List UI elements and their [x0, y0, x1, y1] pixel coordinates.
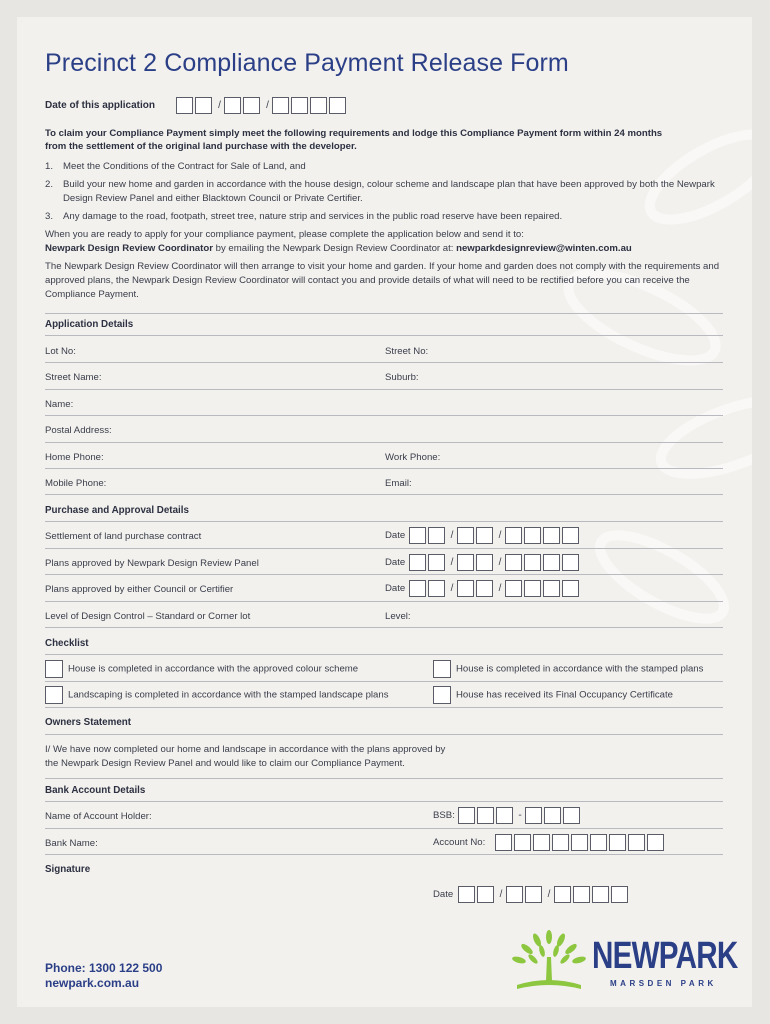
divider [45, 362, 723, 363]
year-digit[interactable] [562, 527, 579, 544]
account-holder-field[interactable]: Name of Account Holder: [45, 811, 152, 822]
account-digit[interactable] [647, 834, 664, 851]
checklist-heading: Checklist [45, 638, 89, 649]
settlement-label: Settlement of land purchase contract [45, 531, 202, 542]
account-digit[interactable] [533, 834, 550, 851]
bsb-digit[interactable] [544, 807, 561, 824]
year-digit[interactable] [505, 554, 522, 571]
year-digit-2[interactable] [291, 97, 308, 114]
requirement-item [45, 160, 725, 174]
divider [45, 335, 723, 336]
date-separator: / [498, 530, 502, 542]
requirement-number: 2. [45, 179, 54, 190]
day-digit[interactable] [409, 580, 426, 597]
suburb-field[interactable]: Suburb: [385, 372, 419, 383]
application-details-heading: Application Details [45, 319, 134, 330]
date-separator: / [266, 100, 269, 112]
month-digit[interactable] [457, 554, 474, 571]
footer-website-link[interactable]: newpark.com.au [45, 976, 140, 990]
year-digit[interactable] [524, 580, 541, 597]
divider [45, 313, 723, 314]
requirement-text: Meet the Conditions of the Contract for Sale of Land, and [63, 161, 306, 172]
colour-scheme-checkbox[interactable] [45, 660, 63, 678]
account-digit[interactable] [552, 834, 569, 851]
postal-address-field[interactable]: Postal Address: [45, 425, 112, 436]
settlement-date-row [385, 527, 581, 545]
year-digit[interactable] [543, 580, 560, 597]
requirement-number: 1. [45, 161, 54, 172]
divider [45, 468, 723, 469]
requirement-item [45, 178, 725, 206]
plans-panel-date-row [385, 554, 581, 572]
requirement-item [45, 210, 725, 224]
bank-name-field[interactable]: Bank Name: [45, 838, 98, 849]
mobile-phone-field[interactable]: Mobile Phone: [45, 478, 107, 489]
occupancy-certificate-checkbox[interactable] [433, 686, 451, 704]
divider [45, 707, 723, 708]
lot-no-field[interactable]: Lot No: [45, 346, 76, 357]
divider [45, 681, 723, 682]
signature-date-row [433, 886, 630, 904]
requirement-number: 3. [45, 211, 54, 222]
date-separator: / [450, 530, 454, 542]
date-separator: / [450, 583, 454, 595]
date-separator: / [547, 889, 551, 901]
plans-council-label: Plans approved by either Council or Certifier [45, 584, 234, 595]
divider [45, 778, 723, 779]
month-digit[interactable] [506, 886, 523, 903]
date-separator: / [499, 889, 503, 901]
plans-panel-label: Plans approved by Newpark Design Review Panel [45, 558, 259, 569]
bsb-digit[interactable] [525, 807, 542, 824]
divider [45, 601, 723, 602]
submission-instructions [45, 228, 725, 256]
month-digit[interactable] [476, 554, 493, 571]
when-ready-text: When you are ready to apply for your compliance payment, please complete the application below and send it to: [45, 229, 524, 240]
bsb-row [433, 807, 582, 825]
month-digit[interactable] [457, 527, 474, 544]
year-digit[interactable] [524, 554, 541, 571]
date-separator: / [450, 557, 454, 569]
year-digit[interactable] [554, 886, 571, 903]
intro-text: To claim your Compliance Payment simply meet the following requirements and lodge this Compliance Payment form within 24 months from the settlement of the original land purchase with the developer. [45, 128, 663, 152]
year-digit[interactable] [543, 554, 560, 571]
level-field[interactable]: Level: [385, 611, 411, 622]
requirement-text: Any damage to the road, footpath, street tree, nature strip and services in the public road reserve have been repaired. [63, 211, 563, 222]
coordinator-paragraph: The Newpark Design Review Coordinator will then arrange to visit your home and garden. If your home and garden does not comply with the requirements and approved plans, the Newpark Design Review Coordinator will contact you and provide details of what will need to be rectified before you can receive the Compliance Payment. [45, 261, 720, 300]
account-digit[interactable] [571, 834, 588, 851]
purchase-approval-heading: Purchase and Approval Details [45, 505, 189, 516]
month-digit-1[interactable] [224, 97, 241, 114]
coordinator-line [45, 242, 725, 256]
application-date-label: Date of this application [45, 100, 156, 112]
bsb-digit[interactable] [477, 807, 494, 824]
year-digit[interactable] [573, 886, 590, 903]
street-no-field[interactable]: Street No: [385, 346, 429, 357]
year-digit[interactable] [562, 580, 579, 597]
plans-council-date-row [385, 580, 581, 598]
date-label: Date [385, 556, 406, 568]
marsden-park-text: MARSDEN PARK [610, 979, 717, 988]
owners-statement-text [45, 743, 445, 771]
page-title: Precinct 2 Compliance Payment Release Form [45, 49, 569, 77]
footer-phone: Phone: 1300 122 500 [45, 961, 163, 975]
owners-statement-heading: Owners Statement [45, 717, 132, 728]
date-label: Date [385, 582, 406, 594]
month-digit[interactable] [476, 527, 493, 544]
home-phone-field[interactable]: Home Phone: [45, 452, 104, 463]
account-digit[interactable] [590, 834, 607, 851]
day-digit-2[interactable] [195, 97, 212, 114]
requirements-list [45, 160, 725, 224]
newpark-tree-logo-icon [509, 929, 589, 991]
coordinator-mid-text: by emailing the Newpark Design Review Coordinator at: [212, 243, 457, 254]
bank-details-heading: Bank Account Details [45, 785, 146, 796]
divider [45, 494, 723, 495]
account-digit[interactable] [628, 834, 645, 851]
date-separator: / [498, 583, 502, 595]
owners-statement-line: the Newpark Design Review Panel and would like to claim our Compliance Payment. [45, 758, 405, 769]
divider [45, 801, 723, 802]
day-digit-1[interactable] [176, 97, 193, 114]
landscaping-checkbox[interactable] [45, 686, 63, 704]
divider [45, 415, 723, 416]
coordinator-name: Newpark Design Review Coordinator [45, 243, 213, 254]
year-digit[interactable] [543, 527, 560, 544]
stamped-plans-checkbox[interactable] [433, 660, 451, 678]
day-digit[interactable] [458, 886, 475, 903]
coordinator-email-link[interactable]: newparkdesignreview@winten.com.au [456, 243, 632, 254]
bsb-label: BSB: [433, 809, 455, 821]
work-phone-field[interactable]: Work Phone: [385, 452, 441, 463]
account-no-label: Account No: [433, 836, 486, 848]
account-no-row [433, 834, 666, 852]
day-digit[interactable] [409, 527, 426, 544]
bsb-digit[interactable] [496, 807, 513, 824]
month-digit[interactable] [476, 580, 493, 597]
year-digit[interactable] [611, 886, 628, 903]
month-digit[interactable] [525, 886, 542, 903]
divider [45, 734, 723, 735]
account-digit[interactable] [514, 834, 531, 851]
bsb-separator: - [518, 810, 522, 822]
checklist-item [45, 686, 389, 704]
form-page [17, 17, 752, 1007]
street-name-field[interactable]: Street Name: [45, 372, 102, 383]
year-digit[interactable] [505, 580, 522, 597]
checklist-item-label: House has received its Final Occupancy Certificate [456, 689, 674, 701]
divider [45, 654, 723, 655]
bsb-digit[interactable] [563, 807, 580, 824]
bsb-digit[interactable] [458, 807, 475, 824]
signature-field[interactable] [45, 881, 425, 911]
checklist-item-label: House is completed in accordance with the stamped plans [456, 663, 704, 675]
divider [45, 521, 723, 522]
application-date-row [45, 97, 348, 115]
checklist-item [45, 660, 358, 678]
year-digit-4[interactable] [329, 97, 346, 114]
email-field[interactable]: Email: [385, 478, 412, 489]
day-digit[interactable] [428, 580, 445, 597]
day-digit[interactable] [428, 554, 445, 571]
date-separator: / [498, 557, 502, 569]
divider [45, 854, 723, 855]
divider [45, 389, 723, 390]
name-field[interactable]: Name: [45, 399, 74, 410]
year-digit-3[interactable] [310, 97, 327, 114]
checklist-item [433, 686, 673, 704]
owners-statement-line: I/ We have now completed our home and landscape in accordance with the plans approved by [45, 744, 446, 755]
requirement-text: Build your new home and garden in accordance with the house design, colour scheme and landscape plan that have been approved by both the Newpark Design Review Panel and either Blacktown Council or Private Certifier. [63, 179, 715, 204]
checklist-item-label: House is completed in accordance with the approved colour scheme [68, 663, 359, 675]
signature-heading: Signature [45, 864, 91, 875]
year-digit-1[interactable] [272, 97, 289, 114]
year-digit[interactable] [524, 527, 541, 544]
day-digit[interactable] [477, 886, 494, 903]
day-digit[interactable] [428, 527, 445, 544]
divider [45, 574, 723, 575]
divider [45, 442, 723, 443]
day-digit[interactable] [409, 554, 426, 571]
divider [45, 627, 723, 628]
date-label: Date [385, 529, 406, 541]
month-digit[interactable] [457, 580, 474, 597]
year-digit[interactable] [592, 886, 609, 903]
account-digit[interactable] [495, 834, 512, 851]
newpark-logo-text: NEWPARK [592, 935, 738, 977]
checklist-item [433, 660, 703, 678]
date-label: Date [433, 888, 454, 900]
level-control-label: Level of Design Control – Standard or Corner lot [45, 611, 251, 622]
divider [45, 548, 723, 549]
year-digit[interactable] [505, 527, 522, 544]
divider [45, 828, 723, 829]
account-digit[interactable] [609, 834, 626, 851]
checklist-item-label: Landscaping is completed in accordance with the stamped landscape plans [68, 689, 389, 701]
date-separator: / [218, 100, 221, 112]
year-digit[interactable] [562, 554, 579, 571]
month-digit-2[interactable] [243, 97, 260, 114]
